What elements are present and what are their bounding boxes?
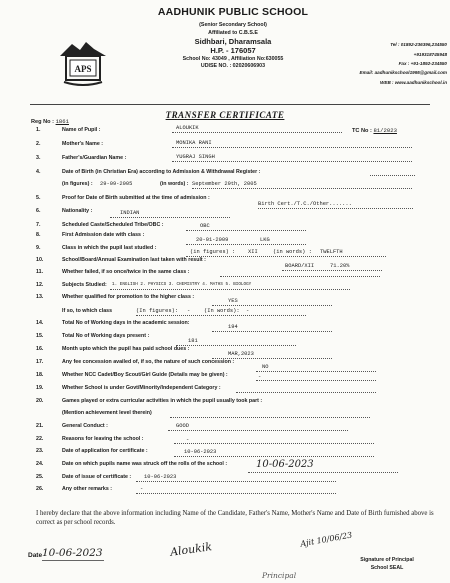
field-label: Reasons for leaving the school : bbox=[62, 436, 144, 442]
contact-fax: Fax : +91-1892-234550 bbox=[398, 61, 447, 66]
promotion-figures-value: - bbox=[187, 308, 191, 314]
field-number: 14. bbox=[36, 320, 44, 326]
underline bbox=[186, 230, 306, 231]
udise-number: UDISE NO. : 02020606903 bbox=[200, 63, 266, 69]
issue-date: 10-06-2023 bbox=[144, 474, 177, 480]
class-words-label: (in words) : bbox=[273, 249, 312, 255]
field-number: 11. bbox=[36, 269, 44, 275]
pupil-name: ALOUKIK bbox=[176, 125, 199, 131]
underline bbox=[110, 289, 350, 290]
footer-date-value: 10-06-2023 bbox=[42, 547, 103, 559]
field-number: 25. bbox=[36, 474, 44, 480]
admission-date: 20-01-2009 bbox=[196, 237, 229, 243]
underline bbox=[248, 472, 398, 473]
field-number: 13. bbox=[36, 294, 44, 300]
field-number: 17. bbox=[36, 359, 44, 365]
dues-value: MAR,2023 bbox=[228, 351, 254, 357]
school-state: H.P. - 176057 bbox=[210, 46, 256, 55]
underline bbox=[136, 493, 336, 494]
underline bbox=[212, 331, 332, 332]
mother-name: MONIKA RANI bbox=[176, 140, 212, 146]
underline bbox=[174, 443, 374, 444]
school-town: Sidhbari, Dharamsala bbox=[194, 37, 272, 46]
header-divider bbox=[30, 104, 430, 105]
field-label: Proof for Date of Birth submitted at the time of admission : bbox=[62, 195, 210, 201]
reason-value: - bbox=[186, 437, 190, 443]
class-figures-value: XII bbox=[248, 249, 258, 255]
underline bbox=[236, 392, 376, 393]
underline bbox=[110, 217, 230, 218]
field-label: Father's/Guardian Name : bbox=[62, 155, 127, 161]
class-words-value: TWELFTH bbox=[320, 249, 343, 255]
days-present-value: 181 bbox=[188, 338, 198, 344]
tc-number-value: 81/2023 bbox=[373, 127, 397, 134]
field-label: Date of Birth (in Christian Era) according to Admission & Withdrawal Register : bbox=[62, 169, 261, 175]
underline bbox=[258, 208, 413, 209]
underline bbox=[192, 188, 412, 189]
underline bbox=[186, 244, 306, 245]
reg-number-label: Reg No : bbox=[31, 119, 54, 125]
field-label: Name of Pupil : bbox=[62, 127, 101, 133]
field-label: Month upto which the pupil has paid school dues : bbox=[62, 346, 190, 352]
field-label: Any other remarks : bbox=[62, 486, 113, 492]
field-label: Games played or extra curricular activities in which the pupil usually took part : bbox=[62, 398, 263, 404]
ncc-value: - bbox=[258, 374, 262, 380]
underline bbox=[370, 175, 415, 176]
field-label: Whether failed, if so once/twice in the same class : bbox=[62, 269, 190, 275]
exam-result: 71.20% bbox=[330, 263, 350, 269]
underline bbox=[172, 132, 342, 133]
contact-phone: +919318745948 bbox=[413, 52, 447, 57]
reg-number-value: 1861 bbox=[55, 118, 69, 125]
working-days-value: 194 bbox=[228, 324, 238, 330]
underline bbox=[176, 345, 296, 346]
clerk-signature: Aloukik bbox=[169, 540, 213, 559]
school-subtitle: (Senior Secondary School) bbox=[199, 22, 267, 28]
underline bbox=[212, 305, 332, 306]
field-label: First Admission date with class : bbox=[62, 232, 145, 238]
footer-date-line bbox=[42, 560, 104, 561]
underline bbox=[172, 147, 412, 148]
certificate-title: TRANSFER CERTIFICATE bbox=[165, 110, 285, 120]
field-number: 21. bbox=[36, 423, 44, 429]
field-label: Class in which the pupil last studied : bbox=[62, 245, 157, 251]
contact-web: WEB : www.aadhunikschool.in bbox=[380, 80, 447, 85]
field-number: 24. bbox=[36, 461, 44, 467]
admission-class: LKG bbox=[260, 237, 270, 243]
promotion-figures-label: (In figures): bbox=[136, 308, 179, 314]
contact-tel: Tel : 01892-236396,234550 bbox=[390, 42, 447, 47]
dob-figures-label: (in figures) : bbox=[62, 181, 93, 187]
underline bbox=[220, 276, 380, 277]
subjects-value: 1. ENGLISH 2. PHYSICS 3. CHEMISTRY 4. MATHS 5. BIOLOGY bbox=[112, 282, 252, 287]
dob-words-value: September 29th, 2005 bbox=[192, 181, 257, 187]
footer-date-label: Date bbox=[28, 552, 43, 559]
underline bbox=[256, 371, 376, 372]
field-number: 5. bbox=[36, 195, 41, 201]
school-name: AADHUNIK PUBLIC SCHOOL bbox=[157, 6, 309, 18]
underline bbox=[136, 315, 306, 316]
svg-text:APS: APS bbox=[74, 64, 92, 74]
underline bbox=[172, 161, 412, 162]
field-number: 10. bbox=[36, 257, 44, 263]
principal-signature: Ajit 10/06/23 bbox=[299, 530, 353, 549]
application-date: 10-06-2023 bbox=[184, 449, 217, 455]
field-number: 6. bbox=[36, 208, 41, 214]
underline bbox=[186, 256, 386, 257]
contact-email: Email: aadhunikschool1995@gmail.com bbox=[359, 70, 447, 75]
field-label: Total No of Working days present : bbox=[62, 333, 150, 339]
field-label: Date of issue of certificate : bbox=[62, 474, 132, 480]
school-logo-emblem bbox=[58, 36, 108, 86]
promotion-value: YES bbox=[228, 298, 238, 304]
underline bbox=[282, 270, 382, 271]
category-value: OBC bbox=[200, 223, 210, 229]
promotion-class-label: If so, to which class bbox=[62, 308, 113, 314]
underline bbox=[174, 456, 374, 457]
father-name: YUGRAJ SINGH bbox=[176, 154, 215, 160]
school-number: School No: 43049 , Affiliation No:630055 bbox=[182, 56, 284, 62]
field-label: Whether NCC Cadet/Boy Scout/Girl Guide (Details may be given) : bbox=[62, 372, 228, 378]
promotion-words-label: (In words): bbox=[204, 308, 240, 314]
field-number: 15. bbox=[36, 333, 44, 339]
field-number: 4. bbox=[36, 169, 41, 175]
field-label: Whether School is under Govt/Minority/Independent Category : bbox=[62, 385, 221, 391]
underline bbox=[168, 430, 348, 431]
field-number: 8. bbox=[36, 232, 41, 238]
field-number: 18. bbox=[36, 372, 44, 378]
field-number: 2. bbox=[36, 141, 41, 147]
exam-board: BOARD/XII bbox=[285, 263, 315, 269]
field-label: Scheduled Caste/Scheduled Tribe/OBC : bbox=[62, 222, 164, 228]
concession-value: NO bbox=[262, 364, 269, 370]
principal-stamp: Principal bbox=[262, 571, 297, 580]
field-label: Date on which pupils name was struck off the rolls of the school : bbox=[62, 461, 228, 467]
field-number: 1. bbox=[36, 127, 41, 133]
field-label: Total No of Working days in the academic session: bbox=[62, 320, 190, 326]
reg-number bbox=[31, 118, 69, 125]
dob-proof-value: Birth Cert./T.C./Other....... bbox=[258, 201, 352, 207]
nationality-value: INDIAN bbox=[120, 210, 140, 216]
field-sublabel: (Mention achievement level therein) bbox=[62, 410, 152, 416]
field-label: School/Board/Annual Examination last taken with result : bbox=[62, 257, 206, 263]
field-number: 12. bbox=[36, 282, 44, 288]
field-number: 19. bbox=[36, 385, 44, 391]
dob-figures-value: 29-09-2005 bbox=[100, 181, 133, 187]
underline bbox=[136, 481, 336, 482]
class-figures-label: (in figures) : bbox=[190, 249, 236, 255]
field-number: 3. bbox=[36, 155, 41, 161]
field-number: 9. bbox=[36, 245, 41, 251]
field-number: 16. bbox=[36, 346, 44, 352]
principal-sign-label: Signature of Principal bbox=[360, 557, 414, 563]
field-number: 23. bbox=[36, 448, 44, 454]
field-label: Subjects Studied: bbox=[62, 282, 107, 288]
field-label: General Conduct : bbox=[62, 423, 108, 429]
field-number: 26. bbox=[36, 486, 44, 492]
field-number: 7. bbox=[36, 222, 41, 228]
struck-off-date: 10-06-2023 bbox=[256, 459, 314, 470]
declaration-text: I hereby declare that the above information including Name of the Candidate, Father's Name, Mother's Name and Date of Birth furnished above is correct as per school records. bbox=[36, 510, 434, 526]
field-number: 20. bbox=[36, 398, 44, 404]
field-label: Whether qualified for promotion to the higher class : bbox=[62, 294, 195, 300]
promotion-words-value: - bbox=[246, 308, 250, 314]
underline bbox=[256, 380, 376, 381]
remarks-value: - bbox=[140, 486, 144, 492]
field-label: Nationality : bbox=[62, 208, 93, 214]
conduct-value: GOOD bbox=[176, 423, 189, 429]
affiliation: Affiliated to C.B.S.E bbox=[208, 30, 258, 36]
dob-words-label: (in words) : bbox=[160, 181, 189, 187]
field-number: 22. bbox=[36, 436, 44, 442]
tc-number-label: TC No : bbox=[352, 128, 372, 134]
school-seal-label: School SEAL bbox=[370, 565, 404, 571]
tc-number bbox=[352, 127, 397, 134]
underline bbox=[170, 417, 370, 418]
field-label: Any fee concession availed of, if so, the nature of such concession : bbox=[62, 359, 235, 365]
field-label: Date of application for certificate : bbox=[62, 448, 148, 454]
field-label: Mother's Name : bbox=[62, 141, 103, 147]
